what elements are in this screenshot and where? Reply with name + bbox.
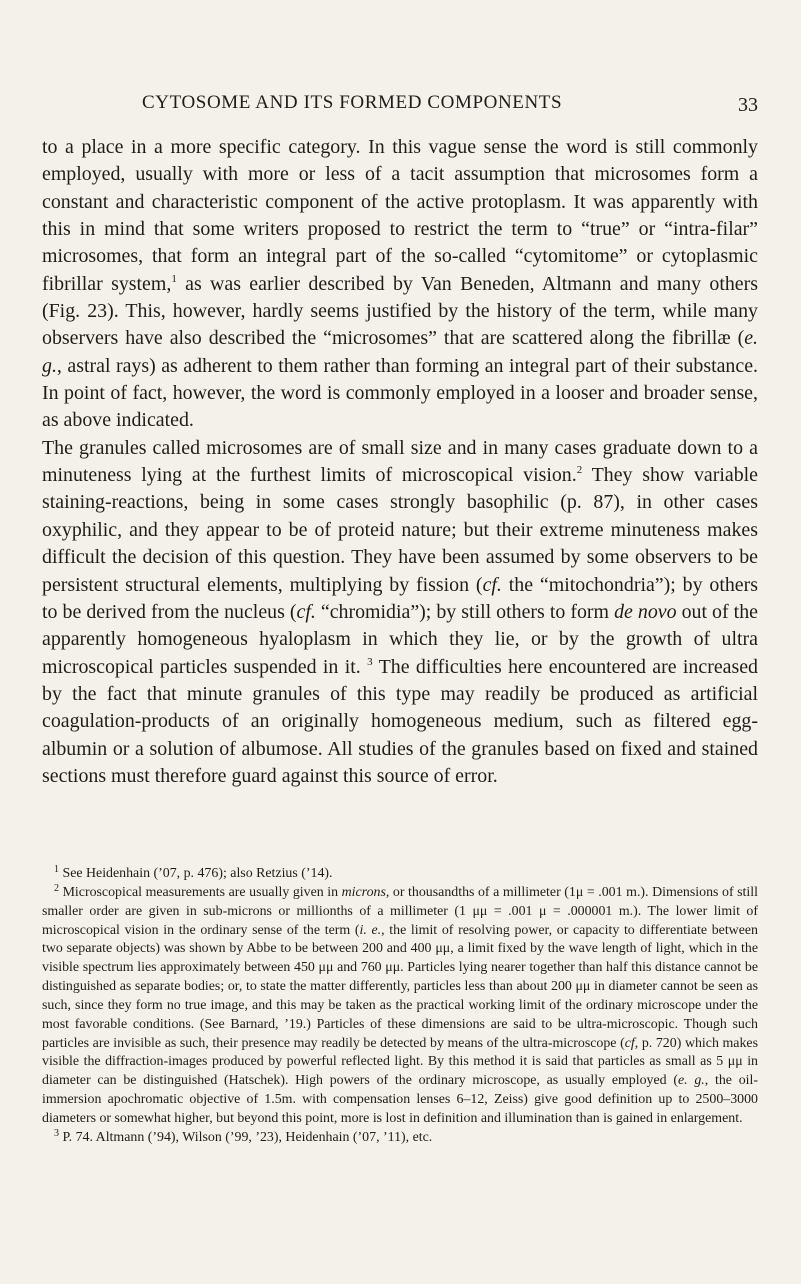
paragraph-2-cf-1: cf. — [482, 573, 502, 596]
footnote-2-text-a: Microscopical measurements are usually given in — [59, 884, 342, 900]
footnote-ref-1: 1 — [171, 272, 177, 285]
paragraph-2-text-a: The granules called microsomes are of small size and in many cases graduate down to a minuteness lying at the furthest limits of microscopical vision. — [42, 436, 758, 487]
footnote-2-mark: 2 — [54, 882, 59, 894]
book-page — [42, 0, 758, 1284]
paragraph-2-text-b: They show variable staining-reactions, being in some cases strongly basophilic (p. 87), in other cases oxyphilic, and they appear to be of proteid nature; but their extreme minuteness makes difficult the decision of this question. They have been assumed by some observers to be persistent structural elements, multiplying by fission ( — [42, 464, 758, 596]
body-text — [42, 134, 758, 790]
page-number: 33 — [738, 94, 758, 116]
footnote-2-ie: i. e. — [359, 922, 382, 938]
footnote-2-microns: microns — [341, 884, 386, 900]
footnote-2-text-e: , the oil-immersion apochromatic objective of 1.5m. with compensation lenses 6–12, Zeiss) give good definition up to 2500–3000 diameters or somewhat higher, but beyond this point, more is lost in definition and illumination than is gained in enlargement. — [42, 1073, 758, 1126]
footnote-2-eg: e. g. — [677, 1073, 705, 1089]
running-title: CYTOSOME AND ITS FORMED COMPONENTS — [142, 92, 563, 113]
paragraph-1-text-a: to a place in a more specific category. In this vague sense the word is still commonly employed, usually with more or less of a tacit assumption that microsomes form a constant and characteristic component of the active protoplasm. It was apparently with this in mind that some writers proposed to restrict the term to “true” or “intra-filar” microsomes, that form an integral part of the so-called “cytomitome” or cytoplasmic fibrillar system, — [42, 136, 758, 295]
paragraph-1-eg: e. g. — [42, 327, 758, 377]
footnote-3-text: P. 74. Altmann (’94), Wilson (’99, ’23), Heidenhain (’07, ’11), etc. — [59, 1129, 433, 1145]
paragraph-2-text-f: The difficulties here encountered are increased by the fact that minute granules of this type may readily be produced as artificial coagulation-products of an originally homogeneous medium, such as filtered egg-albumin or a solution of albumose. All studies of the granules based on fixed and stained sections must therefore guard against this source of error. — [42, 655, 759, 787]
footnote-2-text-b: , or thousandths of a millimeter (1μ = .001 m.). Dimensions of still smaller order are given in sub-microns or millionths of a millimeter (1 μμ = .001 μ = .000001 m.). The lower limit of microscopical vision in the ordinary sense of the term ( — [42, 884, 758, 938]
footnotes — [42, 865, 758, 1148]
paragraph-2 — [42, 435, 758, 790]
paragraph-2-cf-2: cf. — [296, 600, 316, 623]
footnote-3-mark: 3 — [54, 1127, 59, 1139]
footnote-2-text-d: , p. 720) which makes visible the diffraction-images produced by powerful reflected light. By this method it is said that particles as small as 5 μμ in diameter can be distinguished (Hatschek). High powers of the ordinary microscope, as usually employed ( — [42, 1035, 758, 1089]
footnote-2-text-c: , the limit of resolving power, or capacity to differentiate between two separate objects) was shown by Abbe to be between 200 and 400 μμ, a limit fixed by the wave length of light, which in the visible spectrum lies approximately between 450 μμ and 760 μμ. Particles lying nearer together than half this distance cannot be distinguished as separate bodies; or, to state the matter differently, particles less than about 200 μμ in diameter cannot be seen as such, since they form no true image, and this may be taken as the practical working limit of the ordinary microscope under the most favorable conditions. (See Barnard, ’19.) Particles of these dimensions are said to be ultra-microscopic. Though such particles are invisible as such, their presence may readily be detected by means of the ultra-microscope ( — [42, 922, 758, 1051]
paragraph-2-text-c: the “mitochondria”); by others to be derived from the nucleus ( — [42, 573, 758, 623]
footnote-3 — [42, 1129, 758, 1148]
paragraph-2-text-d: “chromidia”); by still others to form — [315, 600, 615, 623]
footnote-1 — [42, 865, 758, 884]
paragraph-1 — [42, 134, 758, 435]
footnote-2 — [42, 884, 758, 1129]
paragraph-1-text-b: as was earlier described by Van Beneden, Altmann and many others (Fig. 23). This, however, hardly seems justified by the history of the term, while many observers have also described the “microsomes” that are scattered along the fibrillæ ( — [42, 272, 758, 350]
footnote-1-mark: 1 — [54, 864, 59, 875]
paragraph-2-text-e: out of the apparently homogeneous hyaloplasm in which they lie, or by the growth of ultra microscopical particles suspended in it. — [42, 600, 758, 678]
paragraph-2-de-novo: de novo — [614, 600, 677, 623]
footnote-ref-2: 2 — [576, 464, 583, 477]
running-header — [42, 92, 758, 124]
footnote-2-cf: cf — [624, 1035, 635, 1051]
paragraph-1-text-c: , astral rays) as adherent to them rather than forming an integral part of their substance. In point of fact, however, the word is commonly employed in a looser and broader sense, as above indicated. — [42, 354, 758, 432]
footnote-ref-3: 3 — [367, 655, 373, 668]
footnote-1-text: See Heidenhain (’07, p. 476); also Retzius (’14). — [59, 866, 333, 881]
